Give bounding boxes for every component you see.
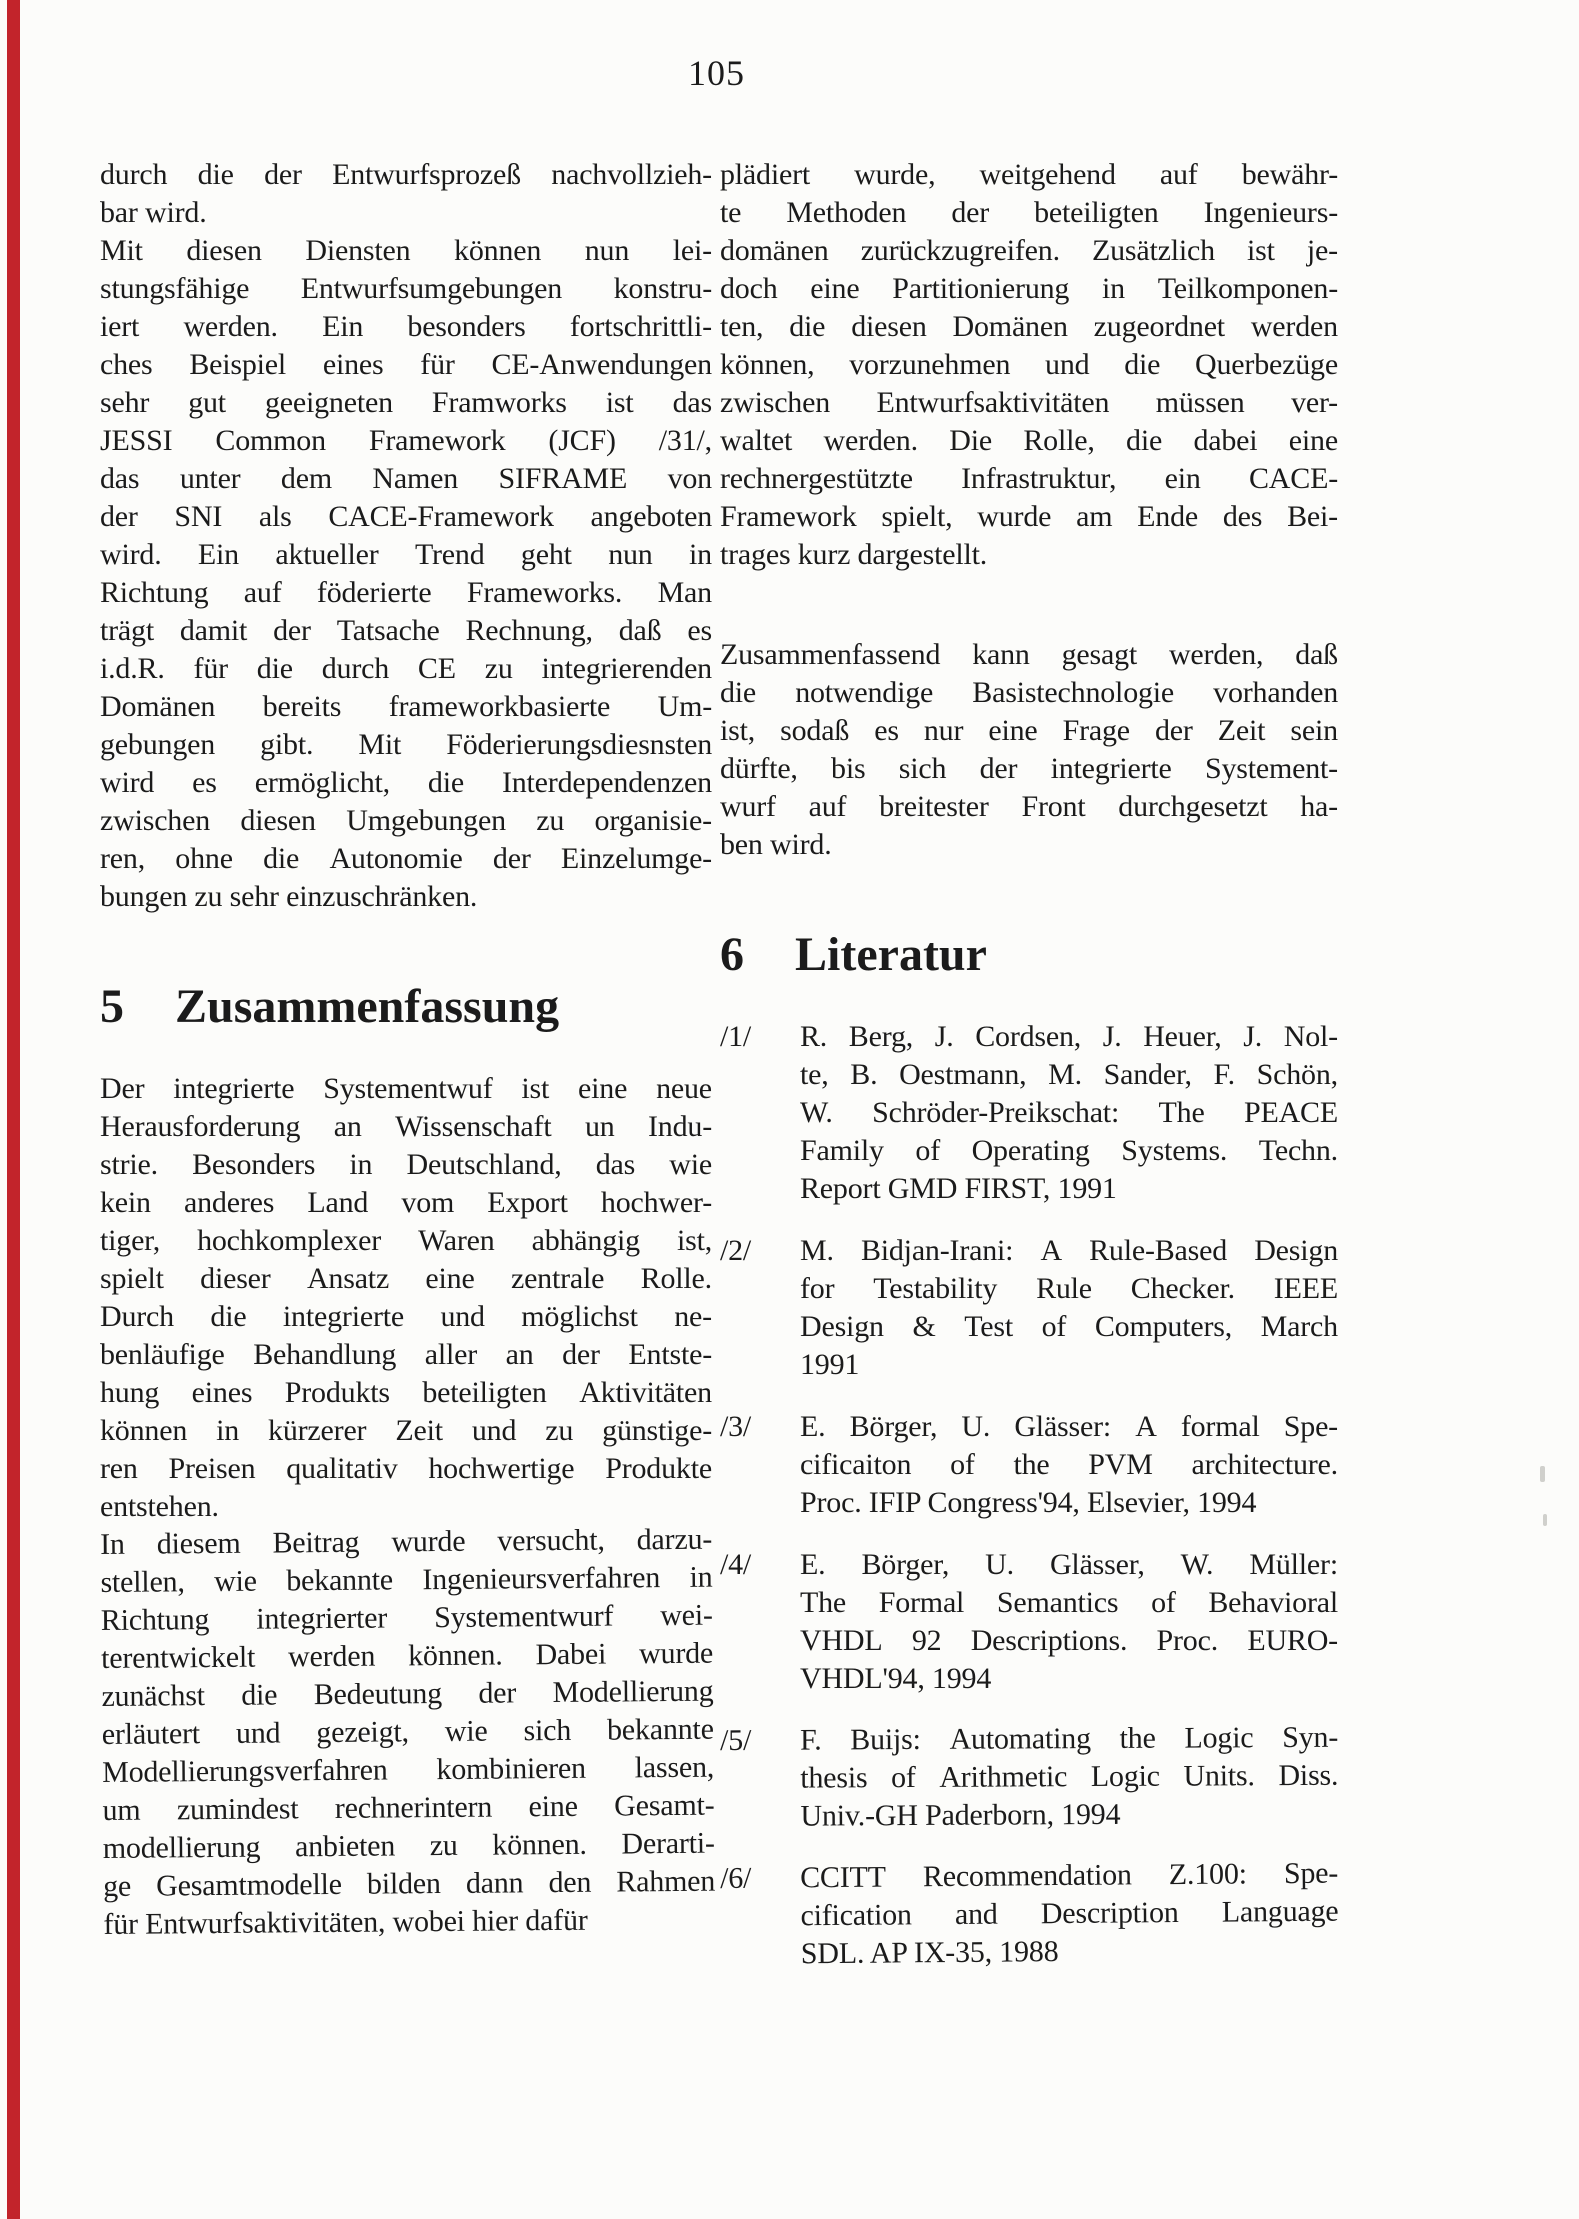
line-group [800, 1232, 1338, 1384]
reference-item [720, 1546, 1338, 1698]
text-line: E. Börger, U. Glässer, W. Müller: [800, 1548, 1338, 1581]
text-line: plädiert wurde, weitgehend auf bewähr- [720, 158, 1338, 191]
left-column [100, 156, 716, 1998]
text-line: te Methoden der beteiligten Ingenieurs- [720, 196, 1338, 229]
text-line: zwischen Entwurfsaktivitäten müssen ver- [720, 386, 1338, 419]
line-group [100, 232, 712, 916]
text-line: wird. Ein aktueller Trend geht nun in [100, 538, 712, 571]
text-line: ten, die diesen Domänen zugeordnet werden [720, 310, 1338, 343]
reference-item [720, 1408, 1338, 1522]
text-line: te, B. Oestmann, M. Sander, F. Schön, [800, 1058, 1338, 1091]
text-line: F. Buijs: Automating the Logic Syn- [800, 1720, 1339, 1757]
line-group [800, 1719, 1339, 1836]
text-line: Der integrierte Systementwuf ist eine neue [100, 1072, 712, 1105]
text-line: ge Gesamtmodelle bilden dann den Rahmen [103, 1864, 716, 1903]
text-line: SDL. AP IX-35, 1988 [800, 1935, 1059, 1971]
section-number: 6 [720, 928, 744, 981]
text-line: hung eines Produkts beteiligten Aktivitäten [100, 1376, 712, 1409]
text-line: Domänen bereits frameworkbasierte Um- [100, 690, 712, 723]
text-line: können, vorzunehmen und die Querbezüge [720, 348, 1338, 381]
reference-item [720, 1232, 1338, 1384]
text-line: ches Beispiel eines für CE-Anwendungen [100, 348, 712, 381]
line-group [800, 1018, 1338, 1208]
text-line: bar wird. [100, 196, 207, 229]
reference-label: /6/ [720, 1861, 752, 1895]
text-line: strie. Besonders in Deutschland, das wie [100, 1148, 712, 1181]
text-line: ren, ohne die Autonomie der Einzelumge- [100, 842, 712, 875]
text-line: Mit diesen Diensten können nun lei- [100, 234, 712, 267]
paragraph [100, 1070, 712, 1526]
text-line: Proc. IFIP Congress'94, Elsevier, 1994 [800, 1486, 1257, 1519]
text-line: Univ.-GH Paderborn, 1994 [800, 1797, 1121, 1833]
reference-label: /1/ [720, 1020, 752, 1053]
right-column [720, 156, 1338, 1998]
text-line: 1991 [800, 1348, 860, 1381]
text-line: W. Schröder-Preikschat: The PEACE [800, 1096, 1338, 1129]
text-line: Herausforderung an Wissenschaft un Indu- [100, 1110, 712, 1143]
line-group [100, 156, 712, 232]
reference-label: /3/ [720, 1410, 752, 1443]
text-line: stellen, wie bekannte Ingenieursverfahren in [100, 1560, 713, 1599]
paragraph [100, 156, 712, 232]
text-line: JESSI Common Framework (JCF) /31/, [100, 424, 712, 457]
scan-speck [1543, 1514, 1547, 1526]
text-line: Family of Operating Systems. Techn. [800, 1134, 1338, 1167]
line-group [800, 1408, 1338, 1522]
reference-item [720, 1719, 1339, 1836]
text-line: tiger, hochkomplexer Waren abhängig ist, [100, 1224, 712, 1257]
text-line: kein anderes Land vom Export hochwer- [100, 1186, 712, 1219]
text-line: benläufige Behandlung aller an der Entste- [100, 1338, 712, 1371]
paragraph [720, 156, 1338, 574]
line-group [800, 1546, 1338, 1698]
text-line: trägt damit der Tatsache Rechnung, daß es [100, 614, 712, 647]
reference-label: /2/ [720, 1234, 752, 1267]
text-line: cificaiton of the PVM architecture. [800, 1448, 1338, 1481]
text-line: wird es ermöglicht, die Interdependenzen [100, 766, 712, 799]
scan-speck [1540, 1466, 1545, 1482]
scan-edge-strip [7, 0, 20, 2219]
text-line: modellierung anbieten zu können. Derarti- [102, 1826, 715, 1865]
line-group [720, 156, 1338, 574]
text-line: wurf auf breitester Front durchgesetzt ha- [720, 790, 1338, 823]
text-line: E. Börger, U. Glässer: A formal Spe- [800, 1410, 1338, 1443]
text-line: dürfte, bis sich der integrierte Systement- [720, 752, 1338, 785]
section-title: Literatur [795, 928, 987, 981]
text-line: VHDL'94, 1994 [800, 1662, 992, 1695]
text-line: die notwendige Basistechnologie vorhanden [720, 676, 1338, 709]
text-line: durch die der Entwurfsprozeß nachvollzieh- [100, 158, 712, 191]
text-line: VHDL 92 Descriptions. Proc. EURO- [800, 1624, 1338, 1657]
text-line: Richtung integrierter Systementwurf wei- [100, 1598, 713, 1637]
text-line: R. Berg, J. Cordsen, J. Heuer, J. Nol- [800, 1020, 1338, 1053]
text-line: i.d.R. für die durch CE zu integrierenden [100, 652, 712, 685]
text-line: für Entwurfsaktivitäten, wobei hier dafür [103, 1903, 588, 1941]
text-line: Durch die integrierte und möglichst ne- [100, 1300, 712, 1333]
text-line: zwischen diesen Umgebungen zu organisie- [100, 804, 712, 837]
text-line: ren Preisen qualitativ hochwertige Produkte [100, 1452, 712, 1485]
text-line: domänen zurückzugreifen. Zusätzlich ist je- [720, 234, 1338, 267]
line-group [100, 1070, 712, 1526]
text-line: thesis of Arithmetic Logic Units. Diss. [800, 1758, 1339, 1795]
line-group [800, 1855, 1339, 1974]
text-line: iert werden. Ein besonders fortschrittli- [100, 310, 712, 343]
section-number: 5 [100, 980, 124, 1033]
reference-label: /4/ [720, 1548, 752, 1581]
paragraph [100, 1521, 716, 1944]
text-line: erläutert und gezeigt, wie sich bekannte [101, 1712, 714, 1751]
text-line: Modellierungsverfahren kombinieren lassen, [102, 1750, 715, 1789]
text-line: sehr gut geeigneten Framworks ist das [100, 386, 712, 419]
text-columns [100, 156, 1338, 1998]
text-line: In diesem Beitrag wurde versucht, darzu- [100, 1522, 713, 1561]
paragraph [100, 232, 712, 916]
reference-label: /5/ [720, 1723, 752, 1757]
paragraph [720, 636, 1338, 864]
text-line: terentwickelt werden können. Dabei wurde [101, 1636, 714, 1675]
reference-item [720, 1855, 1339, 1974]
text-line: doch eine Partitionierung in Teilkomponen- [720, 272, 1338, 305]
text-line: gebungen gibt. Mit Föderierungsdiesnsten [100, 728, 712, 761]
text-line: das unter dem Namen SIFRAME von [100, 462, 712, 495]
text-line: Report GMD FIRST, 1991 [800, 1172, 1117, 1205]
line-group [100, 1521, 716, 1944]
text-line: können in kürzerer Zeit und zu günstige- [100, 1414, 712, 1447]
text-line: cification and Description Language [800, 1894, 1339, 1933]
text-line: CCITT Recommendation Z.100: Spe- [800, 1856, 1339, 1895]
text-line: rechnergestützte Infrastruktur, ein CACE- [720, 462, 1338, 495]
text-line: trages kurz dargestellt. [720, 538, 988, 571]
text-line: Design & Test of Computers, March [800, 1310, 1338, 1343]
text-line: bungen zu sehr einzuschränken. [100, 880, 478, 913]
text-line: um zumindest rechnerintern eine Gesamt- [102, 1788, 715, 1827]
line-group [720, 636, 1338, 864]
reference-item [720, 1018, 1338, 1208]
text-line: Zusammenfassend kann gesagt werden, daß [720, 638, 1338, 671]
section-heading [720, 928, 1338, 982]
text-line: Richtung auf föderierte Frameworks. Man [100, 576, 712, 609]
text-line: entstehen. [100, 1490, 219, 1523]
text-line: stungsfähige Entwurfsumgebungen konstru- [100, 272, 712, 305]
section-heading [100, 980, 712, 1034]
section-title: Zusammenfassung [175, 980, 560, 1033]
text-line: M. Bidjan-Irani: A Rule-Based Design [800, 1234, 1338, 1267]
text-line: ist, sodaß es nur eine Frage der Zeit sein [720, 714, 1338, 747]
text-line: for Testability Rule Checker. IEEE [800, 1272, 1338, 1305]
text-line: spielt dieser Ansatz eine zentrale Rolle. [100, 1262, 712, 1295]
text-line: zunächst die Bedeutung der Modellierung [101, 1674, 714, 1713]
text-line: The Formal Semantics of Behavioral [800, 1586, 1338, 1619]
page-number: 105 [688, 53, 745, 93]
text-line: Framework spielt, wurde am Ende des Bei- [720, 500, 1338, 533]
text-line: waltet werden. Die Rolle, die dabei eine [720, 424, 1338, 457]
text-line: ben wird. [720, 828, 832, 861]
text-line: der SNI als CACE-Framework angeboten [100, 500, 712, 533]
